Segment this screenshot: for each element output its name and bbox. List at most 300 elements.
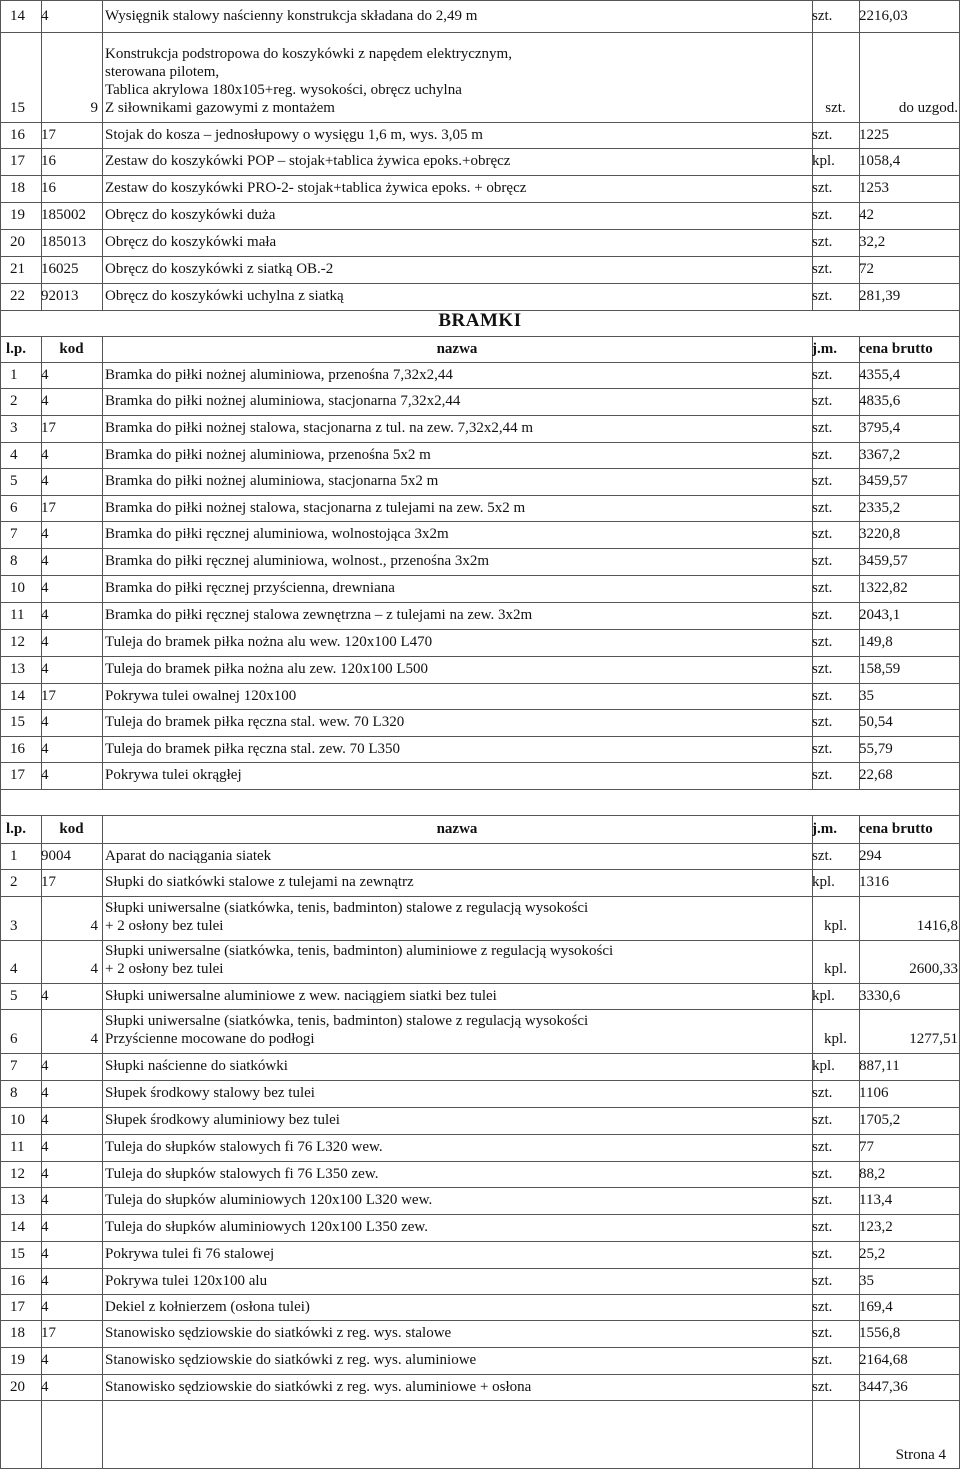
nazwa-cell [102,362,812,388]
table-row [0,1053,960,1080]
nazwa-line: Obręcz do koszykówki z siatką OB.-2 [105,261,334,277]
nazwa-line: Słupek środkowy stalowy bez tulei [105,1085,315,1101]
table-row [0,1347,960,1374]
cena-cell: 2043,1 [859,607,901,623]
kod-cell: 4 [41,767,49,783]
lp-cell: 13 [10,661,25,677]
kod-cell: 4 [41,987,49,1004]
lp-cell: 16 [10,1272,25,1289]
jm-cell: kpl. [812,153,835,169]
row-divider [0,789,960,790]
jm-cell: szt. [812,740,833,757]
cena-cell: 158,59 [859,661,901,677]
kod-cell: 4 [41,446,49,463]
nazwa-line: Bramka do piłki ręcznej stalowa zewnętrzna – z tulejami na zew. 3x2m [105,607,533,623]
nazwa-line: + 2 osłony bez tulei [105,918,224,934]
table-row [0,1187,960,1214]
table-row [0,122,960,148]
table-row [0,1294,960,1320]
nazwa-line: Stojak do kosza – jednosłupowy o wysięgu 1,6 m, wys. 3,05 m [105,126,483,143]
nazwa-line: Zestaw do koszykówki PRO-2- stojak+tablica żywica epoks. + obręcz [105,180,527,196]
nazwa-line: Przyścienne mocowane do podłogi [105,1031,315,1047]
jm-cell: szt. [812,607,833,623]
kod-cell: 4 [90,961,98,977]
jm-cell: szt. [812,634,833,650]
lp-cell: 2 [10,874,18,890]
nazwa-line: Bramka do piłki ręcznej aluminiowa, wolnostojąca 3x2m [105,526,449,542]
lp-cell: 17 [10,153,25,169]
nazwa-line: Bramka do piłki nożnej aluminiowa, stacjonarna 5x2 m [105,473,439,489]
jm-cell: kpl. [812,1058,835,1074]
cena-cell: 1253 [859,180,889,196]
kod-cell: 4 [41,1352,49,1368]
jm-cell: szt. [812,1378,833,1395]
table-row [0,442,960,468]
cena-cell: 25,2 [859,1246,886,1262]
kod-cell: 4 [41,661,49,677]
nazwa-cell [102,548,812,575]
nazwa-line: Bramka do piłki nożnej stalowa, stacjonarna z tulejami na zew. 5x2 m [105,499,526,516]
nazwa-line: Tuleja do bramek piłka ręczna stal. zew. 70 L350 [105,740,401,757]
table-row [0,415,960,442]
kod-cell: 4 [41,1085,49,1101]
table-row [0,256,960,283]
jm-cell: kpl. [812,874,835,890]
kod-cell: 4 [41,1272,49,1289]
cena-cell: 35 [859,1272,874,1289]
table-row [0,1374,960,1400]
cena-cell: 1556,8 [859,1325,901,1341]
cena-cell: 1277,51 [909,1031,958,1047]
lp-cell: 7 [10,1058,18,1074]
cena-cell: 887,11 [859,1058,900,1074]
nazwa-cell [102,1294,812,1320]
header-lp: l.p. [6,340,27,357]
table-row [0,843,960,869]
kod-cell: 9 [90,100,98,116]
cena-cell: 2216,03 [859,7,908,24]
nazwa-line: Słupki uniwersalne (siatkówka, tenis, badminton) aluminiowe z regulacją wysokości [105,943,614,959]
nazwa-line: Słupek środkowy aluminiowy bez tulei [105,1112,340,1128]
cena-cell: 3367,2 [859,446,901,463]
cena-cell: 169,4 [859,1298,893,1315]
nazwa-line: Słupki do siatkówki stalowe z tulejami na zewnątrz [105,874,414,890]
nazwa-line: Tuleja do bramek piłka nożna alu zew. 120x100 L500 [105,661,428,677]
header-kod: kod [59,340,84,357]
nazwa-line: Konstrukcja podstropowa do koszykówki z napędem elektrycznym, [105,46,512,62]
table-row [0,202,960,229]
nazwa-line: Stanowisko sędziowskie do siatkówki z reg. wys. aluminiowe + osłona [105,1378,532,1395]
nazwa-cell [102,1053,812,1080]
lp-cell: 20 [10,1378,25,1395]
jm-cell: szt. [812,473,833,489]
table-row [0,683,960,709]
nazwa-line: Stanowisko sędziowskie do siatkówki z reg. wys. stalowe [105,1325,452,1341]
nazwa-cell [102,1241,812,1268]
lp-cell: 10 [10,580,25,596]
nazwa-cell [102,229,812,256]
table-row [0,32,960,122]
lp-cell: 21 [10,261,25,277]
lp-cell: 5 [10,473,18,489]
kod-cell: 185013 [41,234,86,250]
table-row [0,1009,960,1053]
nazwa-line: Bramka do piłki nożnej aluminiowa, stacjonarna 7,32x2,44 [105,393,461,409]
table-row [0,362,960,388]
header-jm: j.m. [812,820,837,837]
header-cena: cena brutto [859,820,933,837]
nazwa-cell [102,415,812,442]
kod-cell: 4 [41,1246,49,1262]
nazwa-cell [102,148,812,175]
cena-cell: 88,2 [859,1165,886,1182]
nazwa-line: Wysięgnik stalowy naścienny konstrukcja składana do 2,49 m [105,7,478,24]
cena-cell: 77 [859,1139,874,1155]
jm-cell: szt. [812,687,833,704]
nazwa-line: sterowana pilotem, [105,64,220,80]
nazwa-cell [102,32,812,122]
table-row [0,229,960,256]
table-row [0,629,960,656]
kod-cell: 4 [41,1058,49,1074]
lp-cell: 3 [10,420,18,436]
jm-cell: szt. [812,847,833,864]
jm-cell: szt. [812,1298,833,1315]
jm-cell: szt. [812,1352,833,1368]
lp-cell: 17 [10,767,25,783]
nazwa-line: Słupki uniwersalne (siatkówka, tenis, badminton) stalowe z regulacją wysokości [105,1013,589,1029]
lp-cell: 19 [10,207,25,223]
kod-cell: 17 [41,420,56,436]
jm-cell: szt. [812,1246,833,1262]
table-row [0,468,960,495]
nazwa-line: Tablica akrylowa 180x105+reg. wysokości, obręcz uchylna [105,82,462,98]
lp-cell: 22 [10,288,25,304]
lp-cell: 8 [10,553,18,569]
nazwa-line: Zestaw do koszykówki POP – stojak+tablica żywica epoks.+obręcz [105,153,511,169]
table-row [0,0,960,32]
table-row [0,148,960,175]
jm-cell: szt. [825,100,846,116]
kod-cell: 185002 [41,207,86,223]
nazwa-line: + 2 osłony bez tulei [105,961,224,977]
cena-cell: 2335,2 [859,499,901,516]
jm-cell: szt. [812,1139,833,1155]
table-row [0,1080,960,1107]
lp-cell: 8 [10,1085,18,1101]
lp-cell: 12 [10,1165,25,1182]
jm-cell: szt. [812,661,833,677]
nazwa-cell [102,1107,812,1134]
jm-cell: kpl. [824,918,847,934]
nazwa-cell [102,1347,812,1374]
table-row [0,1320,960,1347]
cena-cell: 32,2 [859,234,886,250]
lp-cell: 15 [10,1246,25,1262]
lp-cell: 6 [10,1031,18,1047]
page-number: Strona 4 [895,1447,946,1463]
nazwa-cell [102,521,812,548]
kod-cell: 17 [41,499,56,516]
jm-cell: szt. [812,261,833,277]
nazwa-line: Pokrywa tulei fi 76 stalowej [105,1246,275,1262]
nazwa-cell [102,0,812,32]
lp-cell: 6 [10,499,18,516]
cena-cell: 113,4 [859,1192,893,1208]
nazwa-cell [102,709,812,736]
nazwa-line: Tuleja do bramek piłka ręczna stal. wew. 70 L320 [105,714,405,730]
lp-cell: 1 [10,366,18,383]
cena-cell: 55,79 [859,740,893,757]
header-cena: cena brutto [859,340,933,357]
lp-cell: 2 [10,393,18,409]
kod-cell: 16 [41,153,56,169]
cena-cell: 2164,68 [859,1352,908,1368]
nazwa-line: Słupki naścienne do siatkówki [105,1058,288,1074]
nazwa-cell [102,442,812,468]
cena-cell: 72 [859,261,874,277]
cena-cell: 2600,33 [909,961,958,977]
jm-cell: kpl. [812,987,835,1004]
kod-cell: 92013 [41,288,79,304]
nazwa-cell [102,468,812,495]
kod-cell: 4 [41,553,49,569]
kod-cell: 17 [41,874,56,890]
jm-cell: szt. [812,714,833,730]
nazwa-line: Pokrywa tulei owalnej 120x100 [105,687,297,704]
table-row [0,495,960,521]
table-row [0,762,960,789]
lp-cell: 19 [10,1352,25,1368]
lp-cell: 14 [10,7,25,24]
cena-cell: 3459,57 [859,473,908,489]
table-row [0,656,960,683]
nazwa-line: Bramka do piłki nożnej aluminiowa, przenośna 5x2 m [105,446,431,463]
cena-cell: 3795,4 [859,420,901,436]
nazwa-cell [102,283,812,310]
lp-cell: 11 [10,1139,25,1155]
nazwa-cell [102,122,812,148]
nazwa-line: Tuleja do słupków aluminiowych 120x100 L320 wew. [105,1192,433,1208]
cena-cell: 4835,6 [859,393,901,409]
jm-cell: szt. [812,7,833,24]
table-row [0,709,960,736]
table-row [0,896,960,940]
kod-cell: 4 [41,580,49,596]
cena-cell: 42 [859,207,874,223]
nazwa-line: Bramka do piłki nożnej stalowa, stacjonarna z tul. na zew. 7,32x2,44 m [105,420,534,436]
header-lp: l.p. [6,820,27,837]
nazwa-cell [102,762,812,789]
nazwa-cell [102,175,812,202]
nazwa-cell [102,869,812,896]
jm-cell: szt. [812,234,833,250]
lp-cell: 10 [10,1112,25,1128]
cena-cell: 1225 [859,126,889,143]
table-row [0,869,960,896]
column-header-row [0,336,960,362]
table-row [0,1241,960,1268]
jm-cell: szt. [812,580,833,596]
kod-cell: 9004 [41,847,71,864]
cena-cell: 4355,4 [859,366,901,383]
table-row [0,1134,960,1161]
nazwa-cell [102,1214,812,1241]
jm-cell: szt. [812,180,833,196]
table-row [0,548,960,575]
lp-cell: 18 [10,1325,25,1341]
nazwa-cell [102,843,812,869]
lp-cell: 11 [10,607,25,623]
lp-cell: 14 [10,687,25,704]
jm-cell: szt. [812,1325,833,1341]
kod-cell: 17 [41,126,56,143]
nazwa-line: Tuleja do słupków stalowych fi 76 L320 wew. [105,1139,383,1155]
jm-cell: szt. [812,1219,833,1235]
nazwa-line: Tuleja do słupków stalowych fi 76 L350 zew. [105,1165,379,1182]
table-row [0,983,960,1009]
kod-cell: 16025 [41,261,79,277]
kod-cell: 4 [41,1219,49,1235]
kod-cell: 4 [41,393,49,409]
kod-cell: 4 [41,366,49,383]
lp-cell: 14 [10,1219,25,1235]
table-row [0,602,960,629]
kod-cell: 4 [41,607,49,623]
nazwa-cell [102,1134,812,1161]
table-row [0,736,960,762]
kod-cell: 4 [41,1112,49,1128]
lp-cell: 16 [10,740,25,757]
nazwa-line: Bramka do piłki ręcznej przyścienna, drewniana [105,580,395,596]
table-row [0,1214,960,1241]
kod-cell: 4 [41,1298,49,1315]
nazwa-line: Słupki uniwersalne aluminiowe z wew. naciągiem siatki bez tulei [105,987,497,1004]
nazwa-line: Obręcz do koszykówki duża [105,207,276,223]
nazwa-cell [102,1080,812,1107]
jm-cell: kpl. [824,961,847,977]
jm-cell: szt. [812,499,833,516]
nazwa-cell [102,629,812,656]
kod-cell: 4 [41,526,49,542]
cena-cell: 22,68 [859,767,893,783]
lp-cell: 15 [10,714,25,730]
nazwa-line: Słupki uniwersalne (siatkówka, tenis, badminton) stalowe z regulacją wysokości [105,900,589,916]
kod-cell: 17 [41,687,56,704]
nazwa-cell [102,575,812,602]
nazwa-cell [102,1374,812,1400]
cena-cell: 3330,6 [859,987,901,1004]
nazwa-line: Tuleja do słupków aluminiowych 120x100 L350 zew. [105,1219,429,1235]
kod-cell: 4 [41,634,49,650]
kod-cell: 4 [41,1139,49,1155]
jm-cell: szt. [812,767,833,783]
nazwa-cell [102,1268,812,1294]
lp-cell: 17 [10,1298,25,1315]
row-divider [0,1400,960,1401]
nazwa-cell [102,388,812,415]
cena-cell: 3447,36 [859,1378,908,1395]
cena-cell: 1705,2 [859,1112,901,1128]
kod-cell: 16 [41,180,56,196]
lp-cell: 4 [10,446,18,463]
table-row [0,1268,960,1294]
nazwa-cell [102,1187,812,1214]
cena-cell: 1416,8 [916,918,958,934]
jm-cell: szt. [812,1085,833,1101]
cena-cell: 50,54 [859,714,893,730]
lp-cell: 5 [10,987,18,1004]
kod-cell: 4 [41,1192,49,1208]
nazwa-cell [102,1009,812,1053]
nazwa-line: Z siłownikami gazowymi z montażem [105,100,335,116]
kod-cell: 4 [41,1165,49,1182]
jm-cell: szt. [812,393,833,409]
nazwa-line: Stanowisko sędziowskie do siatkówki z reg. wys. aluminiowe [105,1352,477,1368]
table-row [0,1107,960,1134]
nazwa-line: Aparat do naciągania siatek [105,847,272,864]
cena-cell: 294 [859,847,882,864]
jm-cell: szt. [812,420,833,436]
kod-cell: 4 [41,740,49,757]
nazwa-cell [102,940,812,983]
lp-cell: 20 [10,234,25,250]
jm-cell: szt. [812,366,833,383]
nazwa-cell [102,736,812,762]
cena-cell: 1058,4 [859,153,901,169]
cena-cell: 1322,82 [859,580,908,596]
kod-cell: 4 [41,1378,49,1395]
table-row [0,388,960,415]
jm-cell: szt. [812,288,833,304]
lp-cell: 3 [10,918,18,934]
nazwa-cell [102,683,812,709]
nazwa-line: Tuleja do bramek piłka nożna alu wew. 120x100 L470 [105,634,433,650]
cena-cell: 149,8 [859,634,893,650]
jm-cell: szt. [812,207,833,223]
jm-cell: szt. [812,553,833,569]
header-jm: j.m. [812,340,837,357]
lp-cell: 7 [10,526,18,542]
nazwa-cell [102,1320,812,1347]
cena-cell: do uzgod. [898,100,958,116]
cena-cell: 35 [859,687,874,704]
table-row [0,175,960,202]
cena-cell: 123,2 [859,1219,893,1235]
kod-cell: 4 [90,1031,98,1047]
jm-cell: szt. [812,1112,833,1128]
column-divider [0,789,1,815]
nazwa-cell [102,656,812,683]
lp-cell: 16 [10,126,25,143]
nazwa-line: Bramka do piłki ręcznej aluminiowa, wolnost., przenośna 3x2m [105,553,490,569]
kod-cell: 4 [41,473,49,489]
cena-cell: 281,39 [859,288,901,304]
nazwa-cell [102,983,812,1009]
nazwa-cell [102,1161,812,1187]
lp-cell: 18 [10,180,25,196]
table-row [0,283,960,310]
kod-cell: 4 [90,918,98,934]
section-title-bramki: BRAMKI [438,310,522,331]
table-row [0,575,960,602]
jm-cell: szt. [812,446,833,463]
nazwa-line: Pokrywa tulei okrągłej [105,767,242,783]
nazwa-cell [102,256,812,283]
kod-cell: 4 [41,714,49,730]
kod-cell: 17 [41,1325,56,1341]
cena-cell: 3459,57 [859,553,908,569]
